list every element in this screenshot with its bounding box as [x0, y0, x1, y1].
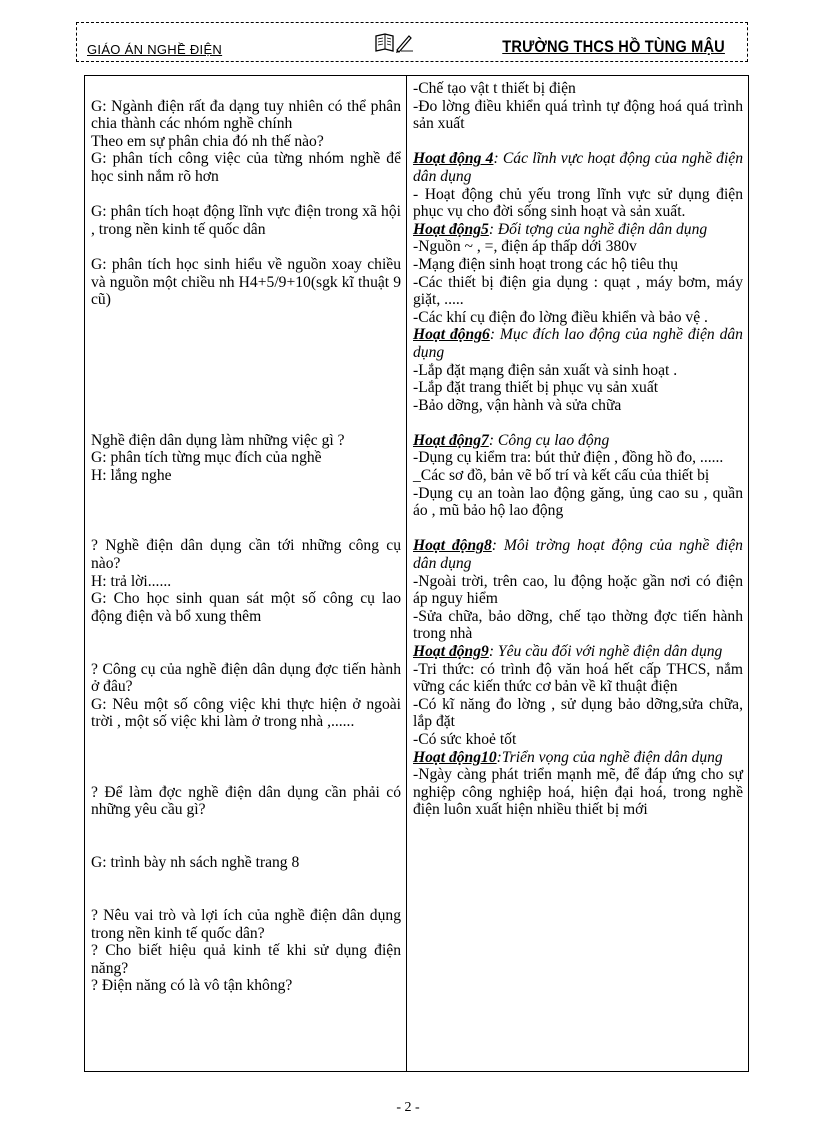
teacher-note: H: lắng nghe: [91, 467, 172, 485]
activity-line: -Tri thức: có trình độ văn hoá hết cấp THCS, nắm vững các kiến thức cơ bản về kĩ thuật điện: [413, 660, 743, 696]
activity-heading: [413, 221, 743, 239]
activity-line: -Nguồn ~ , =, điện áp thấp dới 380v: [413, 238, 637, 256]
content-column: [407, 76, 749, 1072]
activity-line: -Ngày càng phát triển mạnh mẽ, để đáp ứng cho sự nghiệp công nghiệp hoá, hiện đại hoá, trong nghề điện luôn xuất hiện nhiều thiết bị mới: [413, 766, 743, 819]
activity-heading: [413, 643, 743, 661]
teacher-note: Theo em sự phân chia đó nh thế nào?: [91, 132, 324, 150]
activity-line: _Các sơ đồ, bản vẽ bố trí và kết cấu của thiết bị: [413, 467, 710, 485]
content-line: -Chế tạo vật t thiết bị điện: [413, 80, 576, 97]
activity-label: Hoạt động7: [413, 431, 489, 449]
teacher-note: G: phân tích học sinh hiểu về nguồn xoay chiều và nguồn một chiều nh H4+5/9+10(sgk kĩ thuật 9 cũ): [91, 255, 401, 309]
teacher-note: Nghề điện dân dụng làm những việc gì ?: [91, 431, 345, 449]
activity-title: : Đối tợng của nghề điện dân dụng: [488, 220, 708, 238]
activity-title: : Môi trờng hoạt động của nghề điện dân dụng: [413, 537, 743, 573]
header-school-name: TRƯỜNG THCS HỒ TÙNG MẬU: [502, 37, 725, 56]
teacher-note: ? Nghề điện dân dụng cần tới những công cụ nào?: [91, 537, 401, 573]
teacher-note: ? Công cụ của nghề điện dân dụng đợc tiến hành ở đâu?: [91, 660, 401, 696]
activity-line: -Có kĩ năng đo lờng , sử dụng bảo dỡng,sửa chữa, lắp đặt: [413, 695, 743, 731]
teacher-note: G: Ngành điện rất đa dạng tuy nhiên có thể phân chia thành các nhóm nghề chính: [91, 97, 401, 133]
activity-heading: [413, 432, 743, 450]
teacher-note: ? Nêu vai trò và lợi ích của nghề điện dân dụng trong nền kinh tế quốc dân?: [91, 906, 401, 942]
page-number: - 2 -: [396, 1100, 420, 1115]
teacher-note: ? Điện năng có là vô tận không?: [91, 977, 293, 995]
activity-label: Hoạt động10: [413, 748, 497, 766]
activity-line: -Các khí cụ điện đo lờng điều khiển và bảo vệ .: [413, 308, 708, 326]
book-pen-icon: [375, 32, 415, 54]
header-lesson-plan-title: GIÁO ÁN NGHỀ ĐIỆN: [87, 42, 223, 57]
activity-title: :Triển vọng của nghề điện dân dụng: [496, 748, 723, 766]
activity-line: - Hoạt động chủ yếu trong lĩnh vực sử dụng điện phục vụ cho đời sống sinh hoạt và sản xuất.: [413, 185, 743, 221]
activity-label: Hoạt động6: [413, 326, 490, 344]
teacher-note: ? Cho biết hiệu quả kinh tế khi sử dụng điện năng?: [91, 942, 401, 977]
activity-title: : Mục đích lao động của nghề điện dân dụng: [413, 326, 743, 361]
teacher-note: G: Cho học sinh quan sát một số công cụ lao động điện và bổ xung thêm: [91, 590, 401, 625]
activity-line: -Bảo dỡng, vận hành và sửa chữa: [413, 396, 622, 414]
content-line: -Đo lờng điều khiển quá trình tự động hoá quá trình sản xuất: [413, 97, 743, 133]
activity-heading: [413, 150, 743, 185]
activity-line: -Dụng cụ an toàn lao động găng, ủng cao su , quần áo , mũ bảo hộ lao động: [413, 484, 743, 520]
activity-line: -Mạng điện sinh hoạt trong các hộ tiêu thụ: [413, 255, 679, 273]
teacher-note: G: phân tích công việc của từng nhóm nghề để học sinh nắm rõ hơn: [91, 150, 401, 185]
teacher-activity-column: [85, 76, 407, 1072]
teacher-note: G: phân tích hoạt động lĩnh vực điện trong xã hội , trong nền kinh tế quốc dân: [91, 203, 401, 238]
teacher-note: G: phân tích từng mục đích của nghề: [91, 449, 322, 467]
activity-label: Hoạt động5: [413, 220, 489, 238]
teacher-note: ? Để làm đợc nghề điện dân dụng cần phải có những yêu cầu gì?: [91, 783, 401, 819]
activity-line: -Dụng cụ kiểm tra: bút thử điện , đồng hồ đo, ......: [413, 449, 724, 467]
teacher-note: H: trả lời......: [91, 572, 172, 590]
activity-heading: [413, 749, 743, 767]
teacher-note: G: trình bày nh sách nghề trang 8: [91, 854, 300, 872]
activity-title: : Các lĩnh vực hoạt động của nghề điện dân dụng: [413, 150, 743, 185]
activity-line: -Có sức khoẻ tốt: [413, 730, 517, 748]
activity-label: Hoạt động 4: [413, 150, 494, 168]
activity-title: : Công cụ lao động: [488, 431, 610, 449]
activity-heading: [413, 537, 743, 572]
activity-line: -Ngoài trời, trên cao, lu động hoặc gần nơi có điện áp nguy hiểm: [413, 572, 743, 608]
lesson-plan-table: [84, 75, 749, 1072]
activity-line: -Lắp đặt trang thiết bị phục vụ sản xuất: [413, 379, 659, 397]
activity-label: Hoạt động9: [413, 643, 489, 660]
activity-heading: [413, 326, 743, 361]
teacher-note: G: Nêu một số công việc khi thực hiện ở ngoài trời , một số việc khi làm ở trong nhà ,......: [91, 695, 401, 731]
activity-line: -Các thiết bị điện gia dụng : quạt , máy bơm, máy giặt, .....: [413, 273, 743, 309]
activity-title: : Yêu cầu đối với nghề điện dân dụng: [488, 643, 723, 660]
activity-line: -Lắp đặt mạng điện sản xuất và sinh hoạt .: [413, 361, 678, 379]
activity-label: Hoạt động8: [413, 537, 492, 555]
activity-line: -Sửa chữa, bảo dỡng, chế tạo thờng đợc tiến hành trong nhà: [413, 607, 743, 643]
page-header: [76, 22, 748, 62]
